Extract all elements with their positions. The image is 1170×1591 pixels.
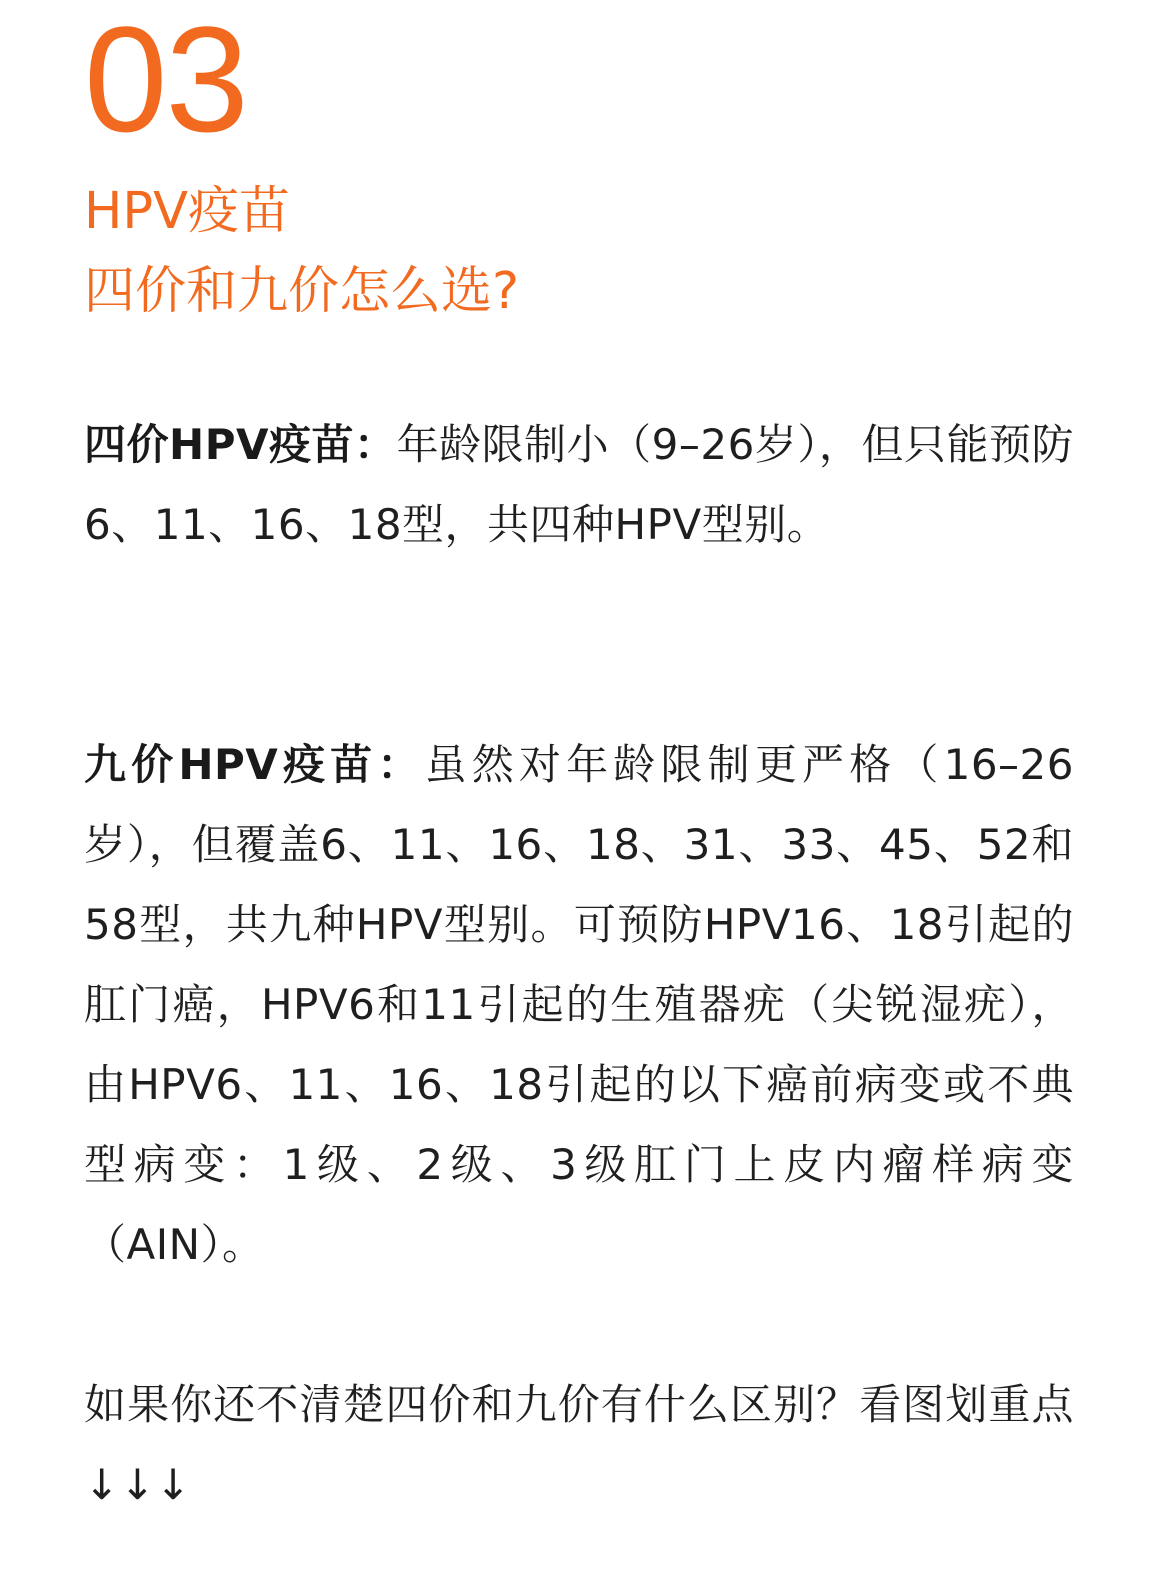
quadrivalent-lead: 四价HPV疫苗： xyxy=(84,420,397,469)
quadrivalent-text: 年龄限制小（9–26岁），但只能预防6、11、16、18型，共四种HPV型别。 xyxy=(84,420,1074,549)
nonavalent-paragraph xyxy=(84,725,1074,1285)
section-title xyxy=(84,172,519,332)
closing-paragraph xyxy=(84,1365,1074,1525)
section-number: 03 xyxy=(84,0,247,163)
closing-text: 如果你还不清楚四价和九价有什么区别？看图划重点 ↓↓↓ xyxy=(84,1380,1074,1509)
section-title-line-2: 四价和九价怎么选? xyxy=(84,262,520,321)
section-title-line-1: HPV疫苗 xyxy=(84,182,290,241)
nonavalent-lead: 九价HPV疫苗： xyxy=(84,740,425,789)
nonavalent-text: 虽然对年龄限制更严格（16–26岁），但覆盖6、11、16、18、31、33、45、52和58型，共九种HPV型别。可预防HPV16、18引起的肛门癌，HPV6和11引起的生殖器疣（尖锐湿疣），由HPV6、11、16、18引起的以下癌前病变或不典型病变：1级、2级、3级肛门上皮内瘤样病变（AIN）。 xyxy=(84,740,1074,1269)
quadrivalent-paragraph xyxy=(84,405,1074,565)
